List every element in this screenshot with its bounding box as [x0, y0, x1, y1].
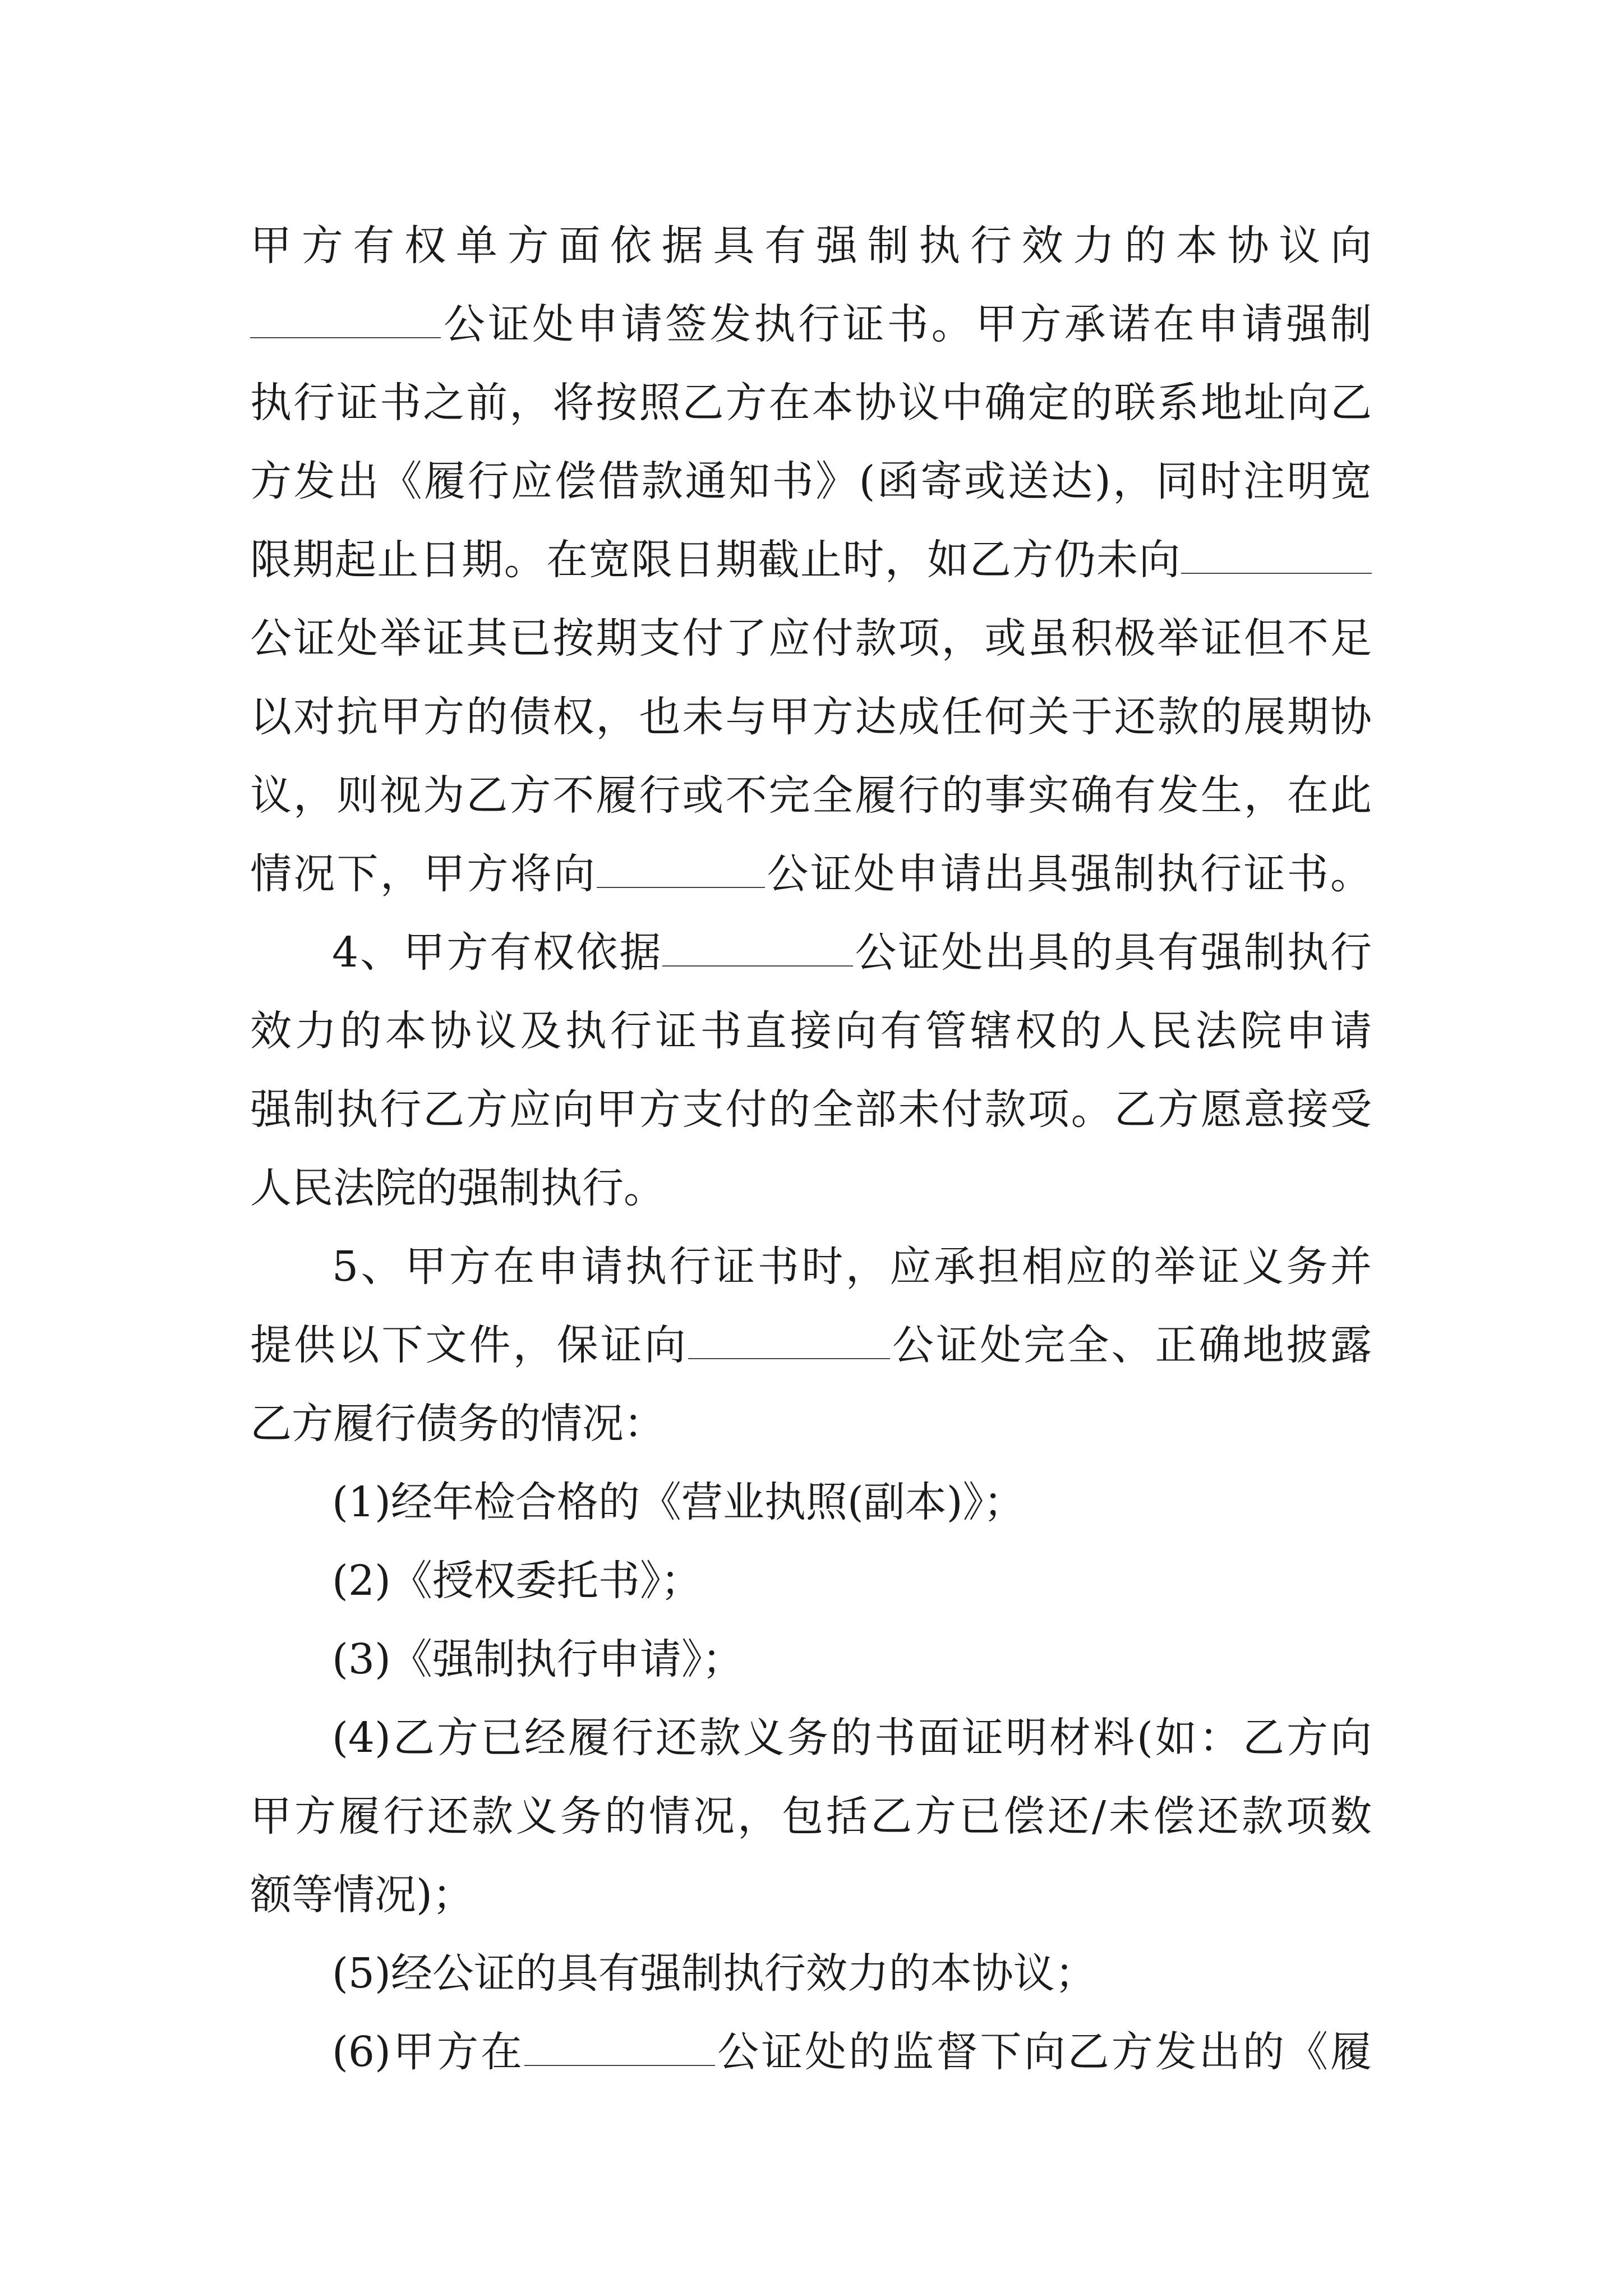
text-span: 限期起止日期。在宽限日期截止时，如乙方仍未向	[250, 536, 1181, 584]
text-span: 议，则视为乙方不履行或不完全履行的事实确有发生，在此	[250, 771, 1372, 820]
text-span: 人民法院的强制执行。	[250, 1164, 665, 1212]
text-span: (4)乙方已经履行还款义务的书面证明材料(如：乙方向	[332, 1714, 1372, 1762]
text-line	[332, 1631, 744, 1687]
text-line	[250, 1082, 1372, 1138]
text-span: 强制执行乙方应向甲方支付的全部未付款项。乙方愿意接受	[250, 1085, 1372, 1134]
text-span: (6)甲方在	[332, 2028, 525, 2076]
text-line	[250, 767, 1372, 823]
text-span: 公证处的监督下向乙方发出的《履	[715, 2028, 1372, 2076]
text-span: 公证处申请签发执行证书。甲方承诺在申请强制	[441, 300, 1372, 348]
text-line	[332, 2024, 1372, 2080]
text-span: (2)《授权委托书》；	[332, 1557, 702, 1605]
text-span: 以对抗甲方的债权，也未与甲方达成任何关于还款的展期协	[250, 693, 1372, 741]
text-line	[332, 1710, 1372, 1766]
text-span: 提供以下文件，保证向	[250, 1321, 688, 1369]
fill-in-blank	[662, 925, 853, 967]
text-span: 乙方履行债务的情况：	[250, 1400, 665, 1448]
text-line	[250, 218, 1372, 274]
fill-in-blank	[250, 297, 441, 338]
text-line	[250, 1160, 665, 1216]
text-span: 4、甲方有权依据	[332, 928, 663, 977]
text-line	[250, 846, 1372, 902]
text-line	[332, 1553, 702, 1609]
text-span: (1)经年检合格的《营业执照(副本)》；	[332, 1478, 1025, 1526]
text-span: (3)《强制执行申请》；	[332, 1635, 744, 1683]
text-span: 额等情况)；	[250, 1871, 474, 1919]
text-span: 执行证书之前，将按照乙方在本协议中确定的联系地址向乙	[250, 379, 1372, 427]
text-span: 公证处举证其已按期支付了应付款项，或虽积极举证但不足	[250, 614, 1372, 662]
text-span: 甲方有权单方面依据具有强制执行效力的本协议向	[250, 222, 1372, 270]
text-line	[332, 1945, 1096, 2001]
text-line	[250, 1867, 474, 1923]
text-line	[332, 1239, 1372, 1295]
text-span: 方发出《履行应偿借款通知书》(函寄或送达)，同时注明宽	[250, 457, 1372, 505]
text-span: 效力的本协议及执行证书直接向有管辖权的人民法院申请	[250, 1007, 1372, 1055]
text-line	[250, 689, 1372, 745]
text-span: 5、甲方在申请执行证书时，应承担相应的举证义务并	[332, 1243, 1372, 1291]
text-line	[250, 532, 1372, 588]
text-span: (5)经公证的具有强制执行效力的本协议；	[332, 1949, 1096, 1998]
text-span: 公证处出具的具有强制执行	[853, 928, 1372, 977]
fill-in-blank	[524, 2024, 715, 2066]
text-line	[250, 296, 1372, 352]
text-span: 甲方履行还款义务的情况，包括乙方已偿还/未偿还款项数	[250, 1792, 1372, 1841]
text-line	[250, 610, 1372, 666]
text-span: 情况下，甲方将向	[250, 850, 597, 898]
text-line	[250, 1003, 1372, 1059]
text-line	[250, 1317, 1372, 1373]
text-line	[332, 924, 1372, 981]
fill-in-blank	[688, 1318, 890, 1359]
text-line	[250, 453, 1372, 509]
text-line	[250, 1788, 1372, 1844]
fill-in-blank	[1181, 532, 1372, 574]
text-line	[250, 375, 1372, 431]
text-span: 公证处申请出具强制执行证书。	[765, 850, 1372, 898]
text-line	[332, 1474, 1025, 1530]
text-span: 公证处完全、正确地披露	[889, 1321, 1372, 1369]
fill-in-blank	[597, 846, 765, 888]
text-line	[250, 1396, 665, 1452]
